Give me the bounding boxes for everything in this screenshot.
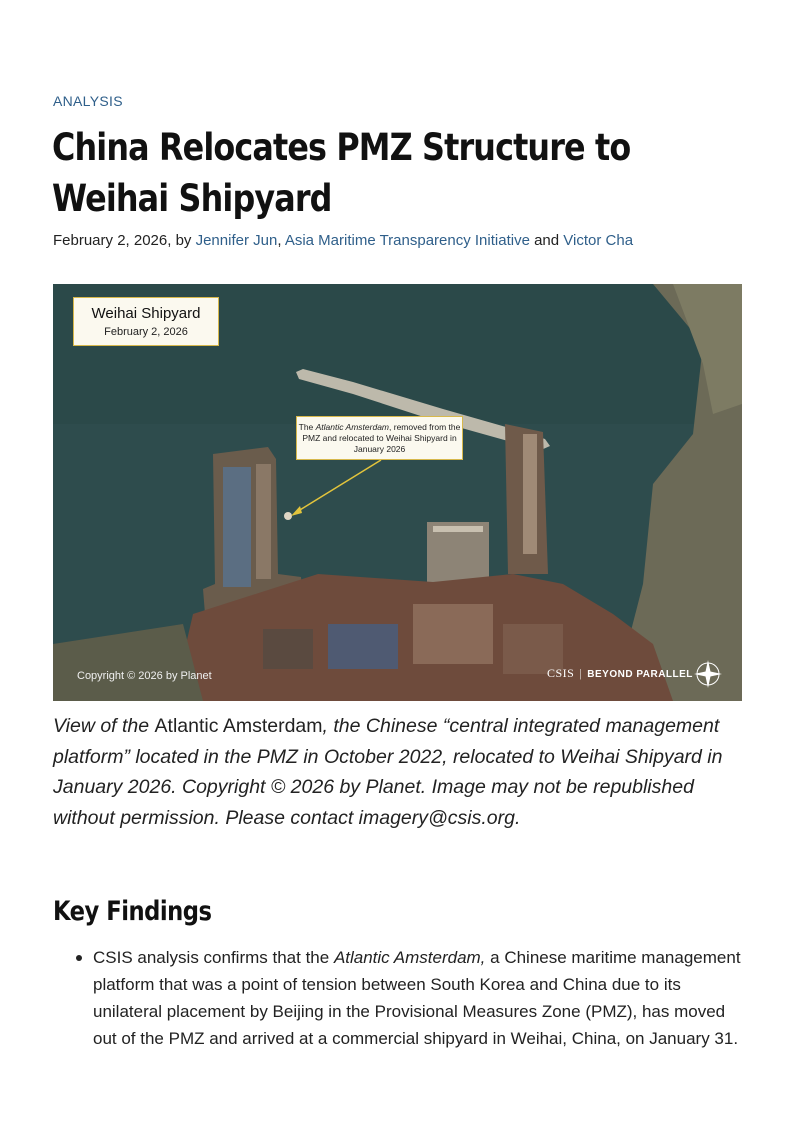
image-date: February 2, 2026 [104,326,188,338]
author-link-jennifer-jun[interactable]: Jennifer Jun [195,232,278,249]
callout-text-pre: The [298,422,316,432]
key-findings-list [53,944,745,1052]
image-copyright: Copyright © 2026 by Planet [77,670,212,682]
article-title: China Relocates PMZ Structure to Weihai Shipyard [52,126,631,220]
caption-ship-name: Atlantic Amsterdam [154,715,323,737]
list-item [53,944,745,1052]
atlantic-amsterdam-marker [284,512,292,520]
satellite-image-drawing [53,284,742,701]
author-link-amti[interactable]: Asia Maritime Transparency Initiative [284,232,530,249]
caption-post: , the Chinese “central integrated management platform” located in the PMZ in October 2022, relocated to Weihai Shipyard in January 2026. Copyright © 2026 by Planet. Image may not be republished without permission. Please contact imagery@csis.org. [53,715,723,829]
key-findings-heading: Key Findings [53,896,212,927]
logo-separator: | [579,666,583,680]
csis-beyond-parallel-logo [547,666,693,681]
byline: February 2, 2026, by Jennifer Jun, Asia Maritime Transparency Initiative and Victor Cha [53,232,634,249]
image-location: Weihai Shipyard [91,305,201,322]
callout-ship-name: Atlantic Amsterdam [315,422,390,432]
byline-by: by [175,232,192,249]
image-location-label [73,297,219,346]
author-link-victor-cha[interactable]: Victor Cha [563,232,634,249]
publish-date: February 2, 2026, [53,232,172,249]
caption-pre: View of the [53,715,155,737]
ship-callout [296,416,463,460]
beyond-parallel-logo-text: BEYOND PARALLEL [587,669,693,680]
figure-caption [53,711,743,833]
finding-ship-name: Atlantic Amsterdam, [333,948,486,967]
csis-logo-text: CSIS [547,666,575,680]
finding-text-pre: CSIS analysis confirms that the [93,948,334,967]
satellite-image [53,284,742,701]
finding-text-post: a Chinese maritime management platform that was a point of tension between South Korea and China due to its unilateral placement by Beijing in the Provisional Measures Zone (PMZ), has moved out of the PMZ and arrived at a commercial shipyard in Weihai, China, on January 31. [93,948,741,1048]
byline-and: and [534,232,560,249]
article-category[interactable]: ANALYSIS [53,93,123,109]
callout-text-post: , removed from the PMZ and relocated to Weihai Shipyard in January 2026 [302,422,461,454]
